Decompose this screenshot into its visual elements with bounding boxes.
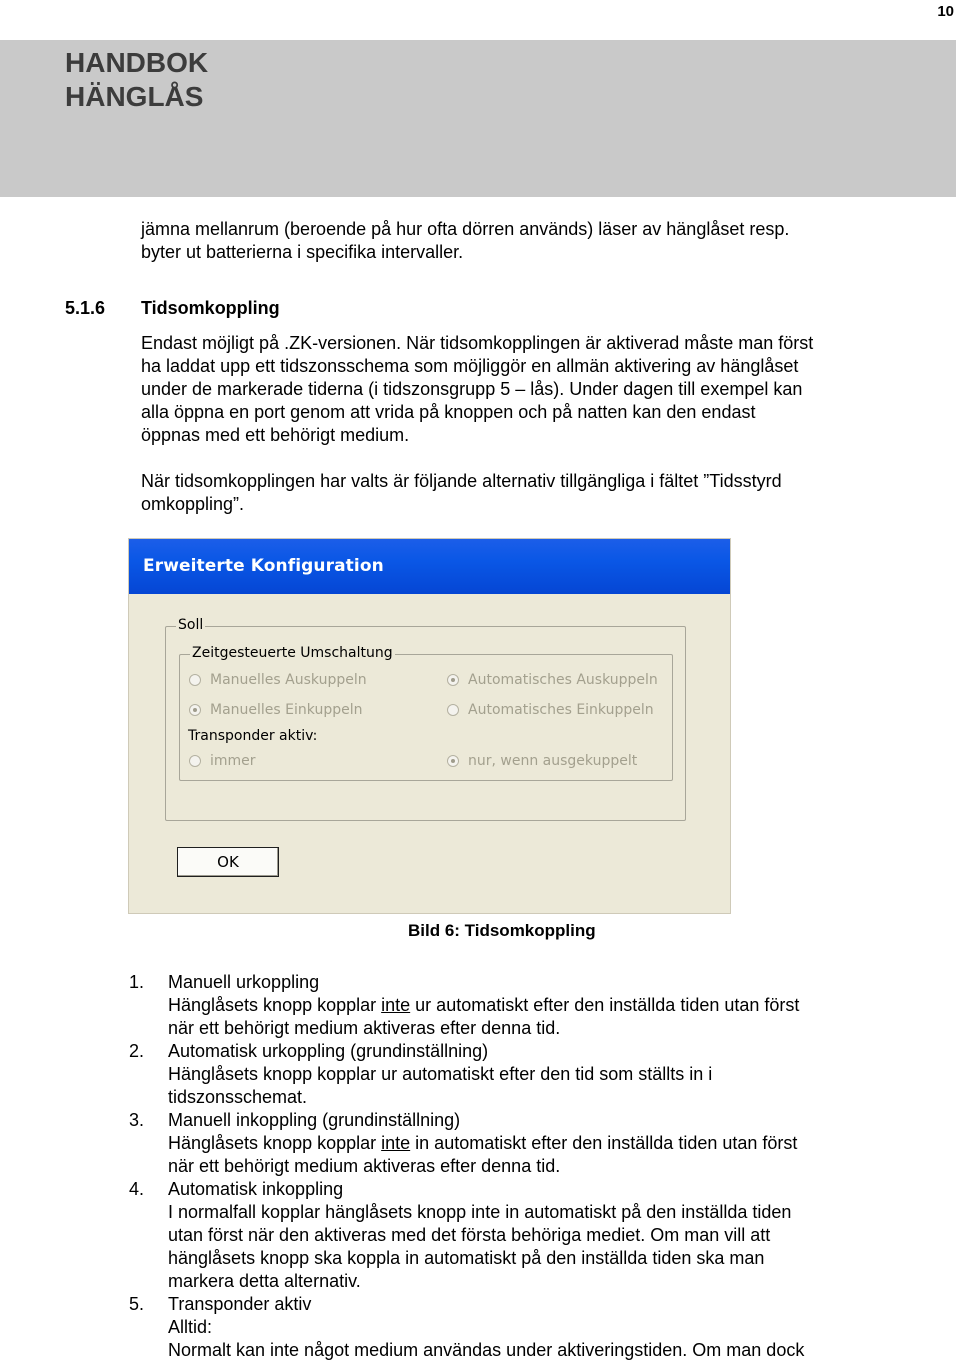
radio-label: immer (210, 753, 256, 769)
body-paragraph-1 (141, 332, 889, 447)
header-band (0, 40, 956, 197)
list-item-title: Automatisk inkoppling (168, 1179, 344, 1199)
text-line: Normalt kan inte något medium användas under aktiveringstiden. Om man dock (168, 1340, 805, 1360)
intro-paragraph (141, 218, 889, 264)
text-line: När tidsomkopplingen har valts är följande alternativ tillgängliga i fältet ”Tidsstyrd (141, 471, 782, 491)
options-list (129, 971, 889, 1362)
text-line: omkoppling”. (141, 494, 245, 514)
text-line: under de markerade tiderna (i tidszonsgrupp 5 – lås). Under dagen till exempel kan (141, 379, 803, 399)
groupbox-soll-label: Soll (178, 617, 204, 633)
config-dialog-screenshot (128, 538, 731, 914)
radio-label: nur, wenn ausgekuppelt (468, 753, 638, 769)
list-item-title: Manuell urkoppling (168, 972, 320, 992)
list-number: 3. (129, 1110, 145, 1130)
text-segment: in automatiskt efter den inställda tiden utan först (410, 1133, 798, 1153)
text-line: Alltid: (168, 1317, 213, 1337)
text-line (168, 994, 889, 1017)
radio-label: Automatisches Einkuppeln (468, 702, 654, 718)
list-number: 1. (129, 972, 145, 992)
underlined-word: inte (381, 995, 411, 1015)
radio-label: Automatisches Auskuppeln (468, 672, 658, 688)
text-line: hänglåsets knopp ska koppla in automatiskt på den inställda tiden ska man (168, 1248, 765, 1268)
text-line: när ett behörigt medium aktiveras efter denna tid. (168, 1156, 561, 1176)
radio-checked-icon (447, 674, 459, 686)
body-paragraph-2 (141, 470, 889, 516)
radio-manuelles-einkuppeln[interactable] (189, 702, 362, 718)
text-line: I normalfall kopplar hänglåsets knopp inte in automatiskt på den inställda tiden (168, 1202, 792, 1222)
text-line: Hänglåsets knopp kopplar ur automatiskt efter den tid som ställts in i (168, 1064, 713, 1084)
groupbox-zeit-label: Zeitgesteuerte Umschaltung (192, 645, 393, 661)
dialog-title: Erweiterte Konfiguration (143, 556, 384, 576)
underlined-word: inte (381, 1133, 411, 1153)
groupbox-soll (165, 617, 686, 821)
list-number: 2. (129, 1041, 145, 1061)
text-line: Endast möjligt på .ZK-versionen. När tidsomkopplingen är aktiverad måste man först (141, 333, 814, 353)
transponder-label: Transponder aktiv: (188, 728, 318, 744)
text-line: byter ut batterierna i specifika intervaller. (141, 242, 464, 262)
text-line: öppnas med ett behörigt medium. (141, 425, 410, 445)
list-number: 4. (129, 1179, 145, 1199)
title-line: HANDBOK (65, 47, 209, 78)
list-item (129, 1178, 889, 1293)
list-item-title: Automatisk urkoppling (grundinställning) (168, 1041, 489, 1061)
text-segment: ur automatiskt efter den inställda tiden utan först (410, 995, 800, 1015)
text-segment: Hänglåsets knopp kopplar (168, 1133, 382, 1153)
radio-label: Manuelles Einkuppeln (210, 702, 363, 718)
dialog-titlebar (129, 539, 730, 594)
radio-automatisches-auskuppeln[interactable] (447, 672, 658, 688)
section-heading (65, 297, 280, 320)
text-line: alla öppna en port genom att vrida på knoppen och på natten kan den endast (141, 402, 756, 422)
title-line: HÄNGLÅS (65, 81, 204, 112)
document-title (65, 46, 208, 114)
list-item (129, 1109, 889, 1178)
list-number: 5. (129, 1294, 145, 1314)
radio-unchecked-icon (447, 704, 459, 716)
section-number: 5.1.6 (65, 298, 106, 318)
list-item (129, 1293, 889, 1362)
text-line: när ett behörigt medium aktiveras efter denna tid. (168, 1018, 561, 1038)
list-item (129, 1040, 889, 1109)
text-line: jämna mellanrum (beroende på hur ofta dörren används) läser av hänglåset resp. (141, 219, 790, 239)
text-line: ha laddat upp ett tidszonsschema som möjliggör en allmän aktivering av hänglåset (141, 356, 799, 376)
text-line (168, 1132, 889, 1155)
radio-checked-icon (189, 704, 201, 716)
radio-manuelles-auskuppeln[interactable] (189, 672, 367, 688)
text-segment: Hänglåsets knopp kopplar (168, 995, 382, 1015)
figure-caption: Bild 6: Tidsomkoppling (408, 921, 596, 940)
radio-automatisches-einkuppeln[interactable] (447, 702, 654, 718)
radio-label: Manuelles Auskuppeln (210, 672, 367, 688)
radio-nur-wenn-ausgekuppelt[interactable] (447, 753, 637, 769)
ok-button[interactable]: OK (177, 847, 279, 877)
text-line: tidszonsschemat. (168, 1087, 308, 1107)
text-line: markera detta alternativ. (168, 1271, 361, 1291)
list-item-title: Manuell inkoppling (grundinställning) (168, 1110, 461, 1130)
text-line: utan först när den aktiveras med det första behöriga mediet. Om man vill att (168, 1225, 771, 1245)
list-item-title: Transponder aktiv (168, 1294, 312, 1314)
radio-unchecked-icon (189, 755, 201, 767)
groupbox-zeitgesteuerte-umschaltung (179, 645, 673, 781)
list-item (129, 971, 889, 1040)
radio-unchecked-icon (189, 674, 201, 686)
section-title: Tidsomkoppling (141, 298, 280, 318)
radio-checked-icon (447, 755, 459, 767)
page-number: 10 (937, 3, 954, 20)
radio-immer[interactable] (189, 753, 256, 769)
